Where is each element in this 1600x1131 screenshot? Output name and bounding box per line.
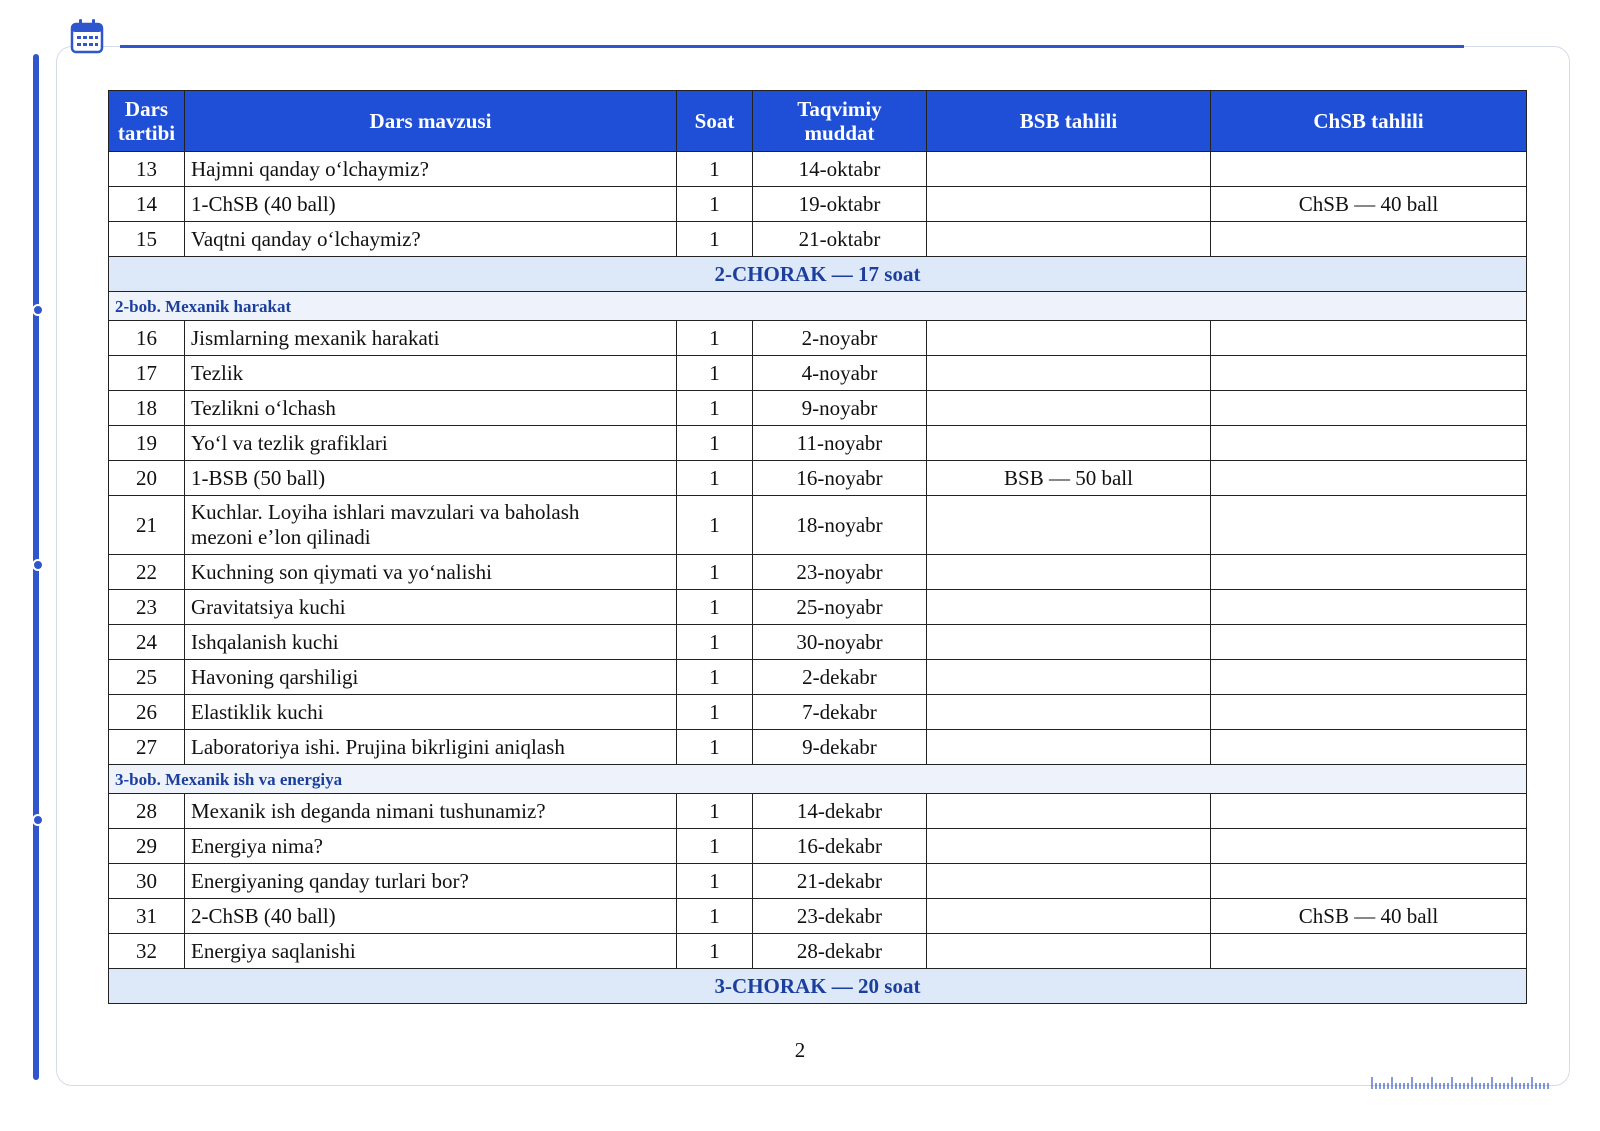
chsb-analysis [1211, 625, 1527, 660]
bsb-analysis [927, 695, 1211, 730]
table-row [109, 356, 1527, 391]
lesson-topic: Energiyaning qanday turlari bor? [185, 864, 677, 899]
page-number: 2 [794, 1038, 806, 1062]
lesson-number: 21 [109, 496, 185, 555]
lesson-number: 19 [109, 426, 185, 461]
chsb-analysis: ChSB — 40 ball [1211, 899, 1527, 934]
lesson-topic [185, 496, 677, 555]
lesson-date: 28-dekabr [753, 934, 927, 969]
lesson-hours: 1 [677, 461, 753, 496]
table-row [109, 625, 1527, 660]
chsb-analysis [1211, 829, 1527, 864]
lesson-number: 25 [109, 660, 185, 695]
lesson-number: 29 [109, 829, 185, 864]
bsb-analysis [927, 864, 1211, 899]
lesson-topic-line: mezoni e’lon qilinadi [191, 525, 371, 549]
bsb-analysis [927, 321, 1211, 356]
chsb-analysis [1211, 695, 1527, 730]
chsb-analysis [1211, 152, 1527, 187]
bsb-analysis [927, 152, 1211, 187]
quarter-title: 3-CHORAK — 20 soat [109, 969, 1527, 1004]
bsb-analysis [927, 899, 1211, 934]
chsb-analysis [1211, 730, 1527, 765]
lesson-hours: 1 [677, 152, 753, 187]
table-row [109, 864, 1527, 899]
lesson-number: 15 [109, 222, 185, 257]
lesson-topic: Tezlik [185, 356, 677, 391]
chsb-analysis [1211, 794, 1527, 829]
lesson-hours: 1 [677, 899, 753, 934]
chapter-row [109, 292, 1527, 321]
lesson-number: 26 [109, 695, 185, 730]
lesson-number: 17 [109, 356, 185, 391]
calendar-icon [70, 18, 104, 54]
lesson-topic: 1-BSB (50 ball) [185, 461, 677, 496]
lesson-number: 32 [109, 934, 185, 969]
bsb-analysis [927, 391, 1211, 426]
lesson-hours: 1 [677, 222, 753, 257]
lesson-hours: 1 [677, 391, 753, 426]
lesson-number: 31 [109, 899, 185, 934]
table-row [109, 496, 1527, 555]
lesson-date: 30-noyabr [753, 625, 927, 660]
lesson-date: 23-noyabr [753, 555, 927, 590]
lesson-hours: 1 [677, 794, 753, 829]
quarter-title: 2-CHORAK — 17 soat [109, 257, 1527, 292]
chsb-analysis [1211, 222, 1527, 257]
bsb-analysis [927, 555, 1211, 590]
rail-marker [32, 559, 44, 571]
chsb-analysis [1211, 555, 1527, 590]
lesson-date: 7-dekabr [753, 695, 927, 730]
lesson-hours: 1 [677, 187, 753, 222]
chapter-title: 2-bob. Mexanik harakat [109, 292, 1527, 321]
table-row [109, 461, 1527, 496]
lesson-hours: 1 [677, 695, 753, 730]
table-row [109, 794, 1527, 829]
bsb-analysis [927, 222, 1211, 257]
lesson-date: 9-noyabr [753, 391, 927, 426]
lesson-topic: Ishqalanish kuchi [185, 625, 677, 660]
bsb-analysis [927, 794, 1211, 829]
bsb-analysis [927, 426, 1211, 461]
chsb-analysis [1211, 461, 1527, 496]
lesson-number: 28 [109, 794, 185, 829]
lesson-number: 16 [109, 321, 185, 356]
table-row [109, 660, 1527, 695]
table-row [109, 695, 1527, 730]
lesson-topic: Mexanik ish deganda nimani tushunamiz? [185, 794, 677, 829]
lesson-topic: Jismlarning mexanik harakati [185, 321, 677, 356]
lesson-hours: 1 [677, 660, 753, 695]
lesson-date: 18-noyabr [753, 496, 927, 555]
lesson-date: 25-noyabr [753, 590, 927, 625]
header-lesson-order: Dars tartibi [109, 91, 185, 152]
table-row [109, 222, 1527, 257]
table-row [109, 187, 1527, 222]
lesson-hours: 1 [677, 829, 753, 864]
table-row [109, 730, 1527, 765]
table-row [109, 555, 1527, 590]
header-calendar-date: Taqvimiy muddat [753, 91, 927, 152]
header-row [109, 91, 1527, 152]
lesson-date: 11-noyabr [753, 426, 927, 461]
lesson-date: 2-noyabr [753, 321, 927, 356]
bsb-analysis: BSB — 50 ball [927, 461, 1211, 496]
bsb-analysis [927, 496, 1211, 555]
chsb-analysis: ChSB — 40 ball [1211, 187, 1527, 222]
chsb-analysis [1211, 934, 1527, 969]
chsb-analysis [1211, 590, 1527, 625]
header-chsb-analysis: ChSB tahlili [1211, 91, 1527, 152]
lesson-topic: Havoning qarshiligi [185, 660, 677, 695]
chsb-analysis [1211, 496, 1527, 555]
lesson-date: 23-dekabr [753, 899, 927, 934]
header-hours: Soat [677, 91, 753, 152]
rail-marker [32, 814, 44, 826]
lesson-topic: Hajmni qanday o‘lchaymiz? [185, 152, 677, 187]
bsb-analysis [927, 356, 1211, 391]
lesson-topic: Laboratoriya ishi. Prujina bikrligini aniqlash [185, 730, 677, 765]
rail-marker [32, 304, 44, 316]
lesson-date: 16-noyabr [753, 461, 927, 496]
table-row [109, 934, 1527, 969]
lesson-hours: 1 [677, 321, 753, 356]
lesson-number: 23 [109, 590, 185, 625]
bsb-analysis [927, 660, 1211, 695]
lesson-topic: Yo‘l va tezlik grafiklari [185, 426, 677, 461]
chsb-analysis [1211, 426, 1527, 461]
chsb-analysis [1211, 321, 1527, 356]
lesson-topic: 2-ChSB (40 ball) [185, 899, 677, 934]
lesson-number: 22 [109, 555, 185, 590]
chapter-title: 3-bob. Mexanik ish va energiya [109, 765, 1527, 794]
lesson-date: 16-dekabr [753, 829, 927, 864]
chapter-row [109, 765, 1527, 794]
lesson-topic: Gravitatsiya kuchi [185, 590, 677, 625]
lesson-topic: Tezlikni o‘lchash [185, 391, 677, 426]
lesson-hours: 1 [677, 590, 753, 625]
ruler-icon [1370, 1076, 1550, 1090]
lesson-topic: Energiya nima? [185, 829, 677, 864]
table-row [109, 590, 1527, 625]
lesson-hours: 1 [677, 934, 753, 969]
table-row [109, 391, 1527, 426]
lesson-date: 2-dekabr [753, 660, 927, 695]
table-body [109, 152, 1527, 1004]
lesson-hours: 1 [677, 730, 753, 765]
lesson-number: 18 [109, 391, 185, 426]
bsb-analysis [927, 590, 1211, 625]
lesson-number: 27 [109, 730, 185, 765]
lesson-hours: 1 [677, 864, 753, 899]
lesson-hours: 1 [677, 356, 753, 391]
lesson-hours: 1 [677, 496, 753, 555]
chsb-analysis [1211, 864, 1527, 899]
lesson-plan-table [108, 90, 1527, 1004]
lesson-number: 24 [109, 625, 185, 660]
lesson-topic: Elastiklik kuchi [185, 695, 677, 730]
chsb-analysis [1211, 660, 1527, 695]
lesson-topic: Vaqtni qanday o‘lchaymiz? [185, 222, 677, 257]
lesson-number: 13 [109, 152, 185, 187]
chsb-analysis [1211, 391, 1527, 426]
lesson-date: 4-noyabr [753, 356, 927, 391]
table-row [109, 321, 1527, 356]
lesson-date: 14-oktabr [753, 152, 927, 187]
bsb-analysis [927, 730, 1211, 765]
table-row [109, 829, 1527, 864]
bsb-analysis [927, 625, 1211, 660]
header-lesson-topic: Dars mavzusi [185, 91, 677, 152]
lesson-number: 14 [109, 187, 185, 222]
header-bsb-analysis: BSB tahlili [927, 91, 1211, 152]
lesson-date: 14-dekabr [753, 794, 927, 829]
lesson-topic: Energiya saqlanishi [185, 934, 677, 969]
lesson-date: 19-oktabr [753, 187, 927, 222]
lesson-topic-line: Kuchlar. Loyiha ishlari mavzulari va baholash [191, 500, 580, 524]
bsb-analysis [927, 934, 1211, 969]
bsb-analysis [927, 829, 1211, 864]
lesson-number: 20 [109, 461, 185, 496]
table-row [109, 426, 1527, 461]
lesson-hours: 1 [677, 426, 753, 461]
lesson-date: 21-dekabr [753, 864, 927, 899]
quarter-row [109, 257, 1527, 292]
lesson-number: 30 [109, 864, 185, 899]
lesson-date: 21-oktabr [753, 222, 927, 257]
top-rule [120, 45, 1464, 48]
lesson-date: 9-dekabr [753, 730, 927, 765]
table-row [109, 152, 1527, 187]
lesson-hours: 1 [677, 625, 753, 660]
table-row [109, 899, 1527, 934]
lesson-topic: 1-ChSB (40 ball) [185, 187, 677, 222]
chsb-analysis [1211, 356, 1527, 391]
quarter-row [109, 969, 1527, 1004]
lesson-topic: Kuchning son qiymati va yo‘nalishi [185, 555, 677, 590]
bsb-analysis [927, 187, 1211, 222]
lesson-hours: 1 [677, 555, 753, 590]
